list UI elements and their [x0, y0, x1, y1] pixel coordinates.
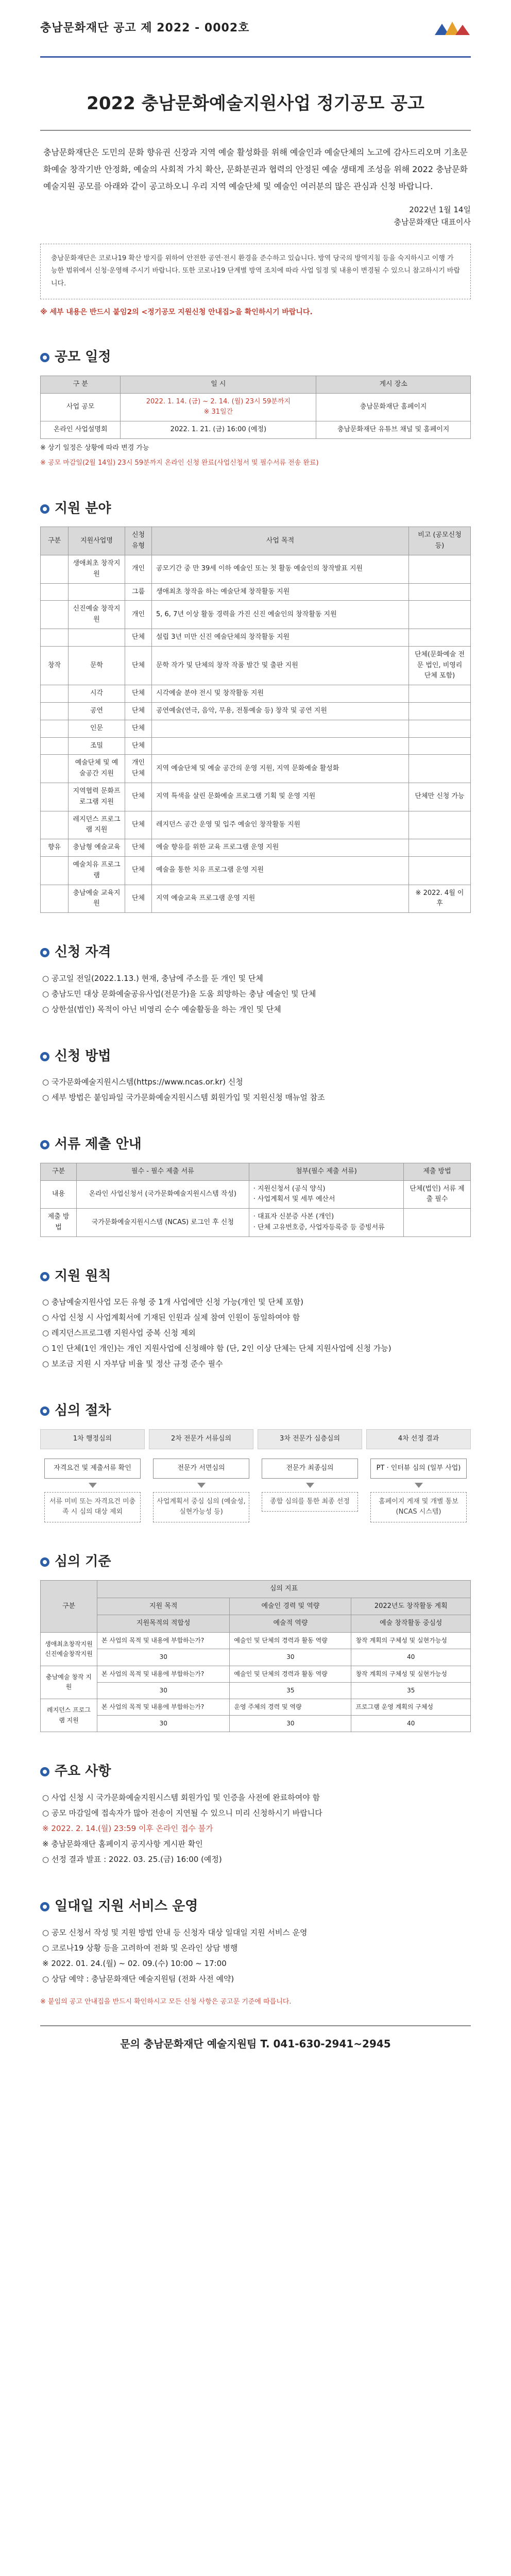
one-on-one-list	[40, 1925, 471, 1987]
flow-step: 4차 선정 결과 PT · 인터뷰 심의 (일부 사업) 홈페이지 게재 및 개별 통보(NCAS 시스템)	[366, 1429, 471, 1522]
list-item: ※ 충남문화재단 홈페이지 공지사항 게시판 확인	[42, 1839, 203, 1849]
list-item: ○ 코로나19 상황 등을 고려하여 전화 및 온라인 상담 병행	[42, 1943, 238, 1953]
section-heading-main-points: 주요 사항	[40, 1761, 471, 1783]
table-row: 충남예술 교육지원 단체 지역 예술교육 프로그램 운영 지원 ※ 2022. 4월 이후	[41, 885, 471, 913]
support-table: 구분 지원사업명 신청 유형 사업 목적 비고 (공모신청 등) 생애최초 창작지원 개인 공모기간 중 만 39세 이하 예술인 또는 첫 활동 예술인의 창작발표 지원 그룹 생애최초 창작을 하는 예술단체 창작활동 지원 신진예술 창작지원 개인 5, 6, 7년 이상 활동 경력을 가진 신진 예술인의 창작활동 지원 단체 설립 3년 미만 신진 예술단체의 창작활동 지원 창작 문학 단체 문학 작가 및 단체의 창작 작품 발간 및 출판 지원 단체(문화예술 전문 법인, 비영리 단체 포함) 시각 단체 시각예술 분야 전시 및 창작활동 지원 공연 단체 공연예술(연극, 음악, 무용, 전통예술 등) 창작 및 공연 지원 인문 단체 조밀 단체 예술단체 및 예술공간 지원 개인 단체 지역 예술단체 및 예술 공간의 운영 지원, 지역 문화예술 활성화 지역협력 문화프로그램 지원 단체 지역 특색을 살린 문화예술 프로그램 기획 및 운영 지원 단체만 신청 가능 레지던스 프로그램 지원 단체 레지던스 공간 운영 및 입주 예술인 창작활동 지원 향유 충남형 예술교육 단체 예술 향유를 위한 교육 프로그램 운영 지원 예술치유 프로그램 단체 예술을 통한 치유 프로그램 운영 지원 충남예술 교육지원 단체 지역 예술교육 프로그램 운영 지원 ※ 2022. 4월 이후	[40, 527, 471, 913]
list-item: ○ 보조금 지원 시 자부담 비율 및 정산 규정 준수 필수	[42, 1359, 223, 1369]
covid-notice-box	[40, 244, 471, 299]
document-number: 충남문화재단 공고 제 2022 - 0002호	[40, 21, 250, 35]
arrow-down-icon	[89, 1483, 97, 1488]
list-item: ○ 상한설(법인) 목적이 아닌 비영리 순수 예술활동을 하는 개인 및 단체	[42, 1004, 281, 1014]
page-title: 2022 충남문화예술지원사업 정기공모 공고	[40, 58, 471, 131]
list-item: ○ 레지던스프로그램 지원사업 중복 신청 제외	[42, 1328, 196, 1338]
list-item: ○ 상담 예약 : 충남문화재단 예술지원팀 (전화 사전 예약)	[42, 1974, 234, 1984]
criteria-table: 구분 심의 지표 지원 목적 예술인 경력 및 역량 2022년도 창작활동 계획 지원목적의 적합성 예술적 역량 예술 창작활동 중심성 생애최초창작지원 신진예술창작지원 본 사업의 목적 및 내용에 부합하는가? 예술인 및 단체의 경력과 활동 역량 창작 계획의 구체성 및 실현가능성 30 30 40 충남예술 창작 지원 본 사업의 목적 및 내용에 부합하는가? 예술인 및 단체의 경력과 활동 역량 창작 계획의 구체성 및 실현가능성 30 35 35 레지던스 프로그램 지원 본 사업의 목적 및 내용에 부합하는가? 운영 주체의 경력 및 역량 프로그램 운영 계획의 구체성 30 30 40	[40, 1580, 471, 1733]
arrow-down-icon	[415, 1483, 423, 1488]
schedule-note: ※ 공모 마감일(2월 14일) 23시 59분까지 온라인 신청 완료(사업신청서 및 필수서류 전송 완료)	[40, 459, 319, 467]
list-item: ○ 공모 마감일에 접속자가 많아 전송이 지연될 수 있으니 미리 신청하시기 바랍니다	[42, 1808, 322, 1818]
list-item: ○ 사업 신청 시 사업계획서에 기재된 인원과 실제 참여 인원이 동일하여야 함	[42, 1313, 300, 1323]
arrow-down-icon	[197, 1483, 206, 1488]
table-row: 그룹 생애최초 창작을 하는 예술단체 창작활동 지원	[41, 583, 471, 601]
table-row: 제출 방법 국가문화예술지원시스템 (NCAS) 로그인 후 신청 · 대표자 신분증 사본 (개인) · 단체 고유번호증, 사업자등록증 등 증빙서류	[41, 1209, 471, 1237]
list-item: ○ 국가문화예술지원시스템(https://www.ncas.or.kr) 신청	[42, 1077, 243, 1087]
table-row: 충남예술 창작 지원 본 사업의 목적 및 내용에 부합하는가? 예술인 및 단체의 경력과 활동 역량 창작 계획의 구체성 및 실현가능성	[41, 1666, 471, 1682]
section-heading-schedule: 공모 일정	[40, 347, 471, 368]
list-item: ○ 1인 단체(1인 개인)는 개인 지원사업에 신청해야 함 (단, 2인 이상 단체는 단체 지원사업에 신청 가능)	[42, 1344, 391, 1353]
schedule-note: ※ 상기 일정은 상황에 따라 변경 가능	[40, 444, 149, 452]
section-bullet-icon	[40, 948, 49, 957]
arrow-down-icon	[306, 1483, 314, 1488]
list-item: ○ 공고일 전일(2022.1.13.) 현재, 충남에 주소를 둔 개인 및 단체	[42, 973, 263, 983]
table-row: 생애최초창작지원 신진예술창작지원 본 사업의 목적 및 내용에 부합하는가? 예술인 및 단체의 경력과 활동 역량 창작 계획의 구체성 및 실현가능성	[41, 1633, 471, 1649]
table-row: 예술치유 프로그램 단체 예술을 통한 치유 프로그램 운영 지원	[41, 856, 471, 885]
table-row: 레지던스 프로그램 지원 단체 레지던스 공간 운영 및 입주 예술인 창작활동 지원	[41, 811, 471, 839]
table-row: 내용 온라인 사업신청서 (국가문화예술지원시스템 작성) · 지원신청서 (공식 양식) · 사업계획서 및 세부 예산서 단체(법인) 서류 제출 필수	[41, 1180, 471, 1209]
table-row: 지역협력 문화프로그램 지원 단체 지역 특색을 살린 문화예술 프로그램 기획 및 운영 지원 단체만 신청 가능	[41, 783, 471, 811]
list-item: ○ 선정 결과 발표 : 2022. 03. 25.(금) 16:00 (예정)	[42, 1854, 222, 1864]
warning-strong: ※ 세부 내용은 반드시 붙임2의 <정기공모 지원신청 안내집>을 확인하시기 바랍니다.	[40, 308, 313, 316]
list-item: ※ 2022. 2. 14.(월) 23:59 이후 온라인 접수 불가	[42, 1823, 213, 1833]
section-heading-docs: 서류 제출 안내	[40, 1134, 471, 1156]
section-bullet-icon	[40, 1557, 49, 1567]
final-note: ※ 붙임의 공고 안내집을 반드시 확인하시고 모든 신청 사항은 공고문 기준에 따릅니다.	[40, 1997, 292, 2006]
warning-line	[40, 307, 471, 318]
review-flow	[40, 1429, 471, 1522]
section-heading-apply: 신청 방법	[40, 1046, 471, 1067]
flow-step: 3차 전문가 심층심의 전문가 최종심의 종합 심의를 통한 최종 선정	[258, 1429, 362, 1522]
section-bullet-icon	[40, 504, 49, 514]
mountain-logo-icon	[435, 22, 471, 35]
table-row: 온라인 사업설명회 2022. 1. 21. (금) 16:00 (예정) 충남문화재단 유튜브 채널 및 홈페이지	[41, 421, 471, 439]
list-item: ○ 세부 방법은 붙임파일 국가문화예술지원시스템 회원가입 및 지원신청 매뉴얼 참조	[42, 1093, 325, 1103]
docs-table: 구분 필수 - 필수 제출 서류 첨부(필수 제출 서류) 제출 방법 내용 온라인 사업신청서 (국가문화예술지원시스템 작성) · 지원신청서 (공식 양식) · 사업계획서 및 세부 예산서 단체(법인) 서류 제출 필수 제출 방법 국가문화예술지원시스템 (NCAS) 로그인 후 신청 · 대표자 신분증 사본 (개인) · 단체 고유번호증, 사업자등록증 등 증빙서류	[40, 1163, 471, 1237]
section-heading-eligibility: 신청 자격	[40, 942, 471, 963]
foundation-logo	[435, 22, 471, 35]
section-bullet-icon	[40, 1902, 49, 1911]
apply-list	[40, 1074, 471, 1105]
list-item: ○ 충남예술지원사업 모든 유형 중 1개 사업에만 신청 가능(개인 및 단체 포함)	[42, 1297, 303, 1307]
schedule-header: 구 분	[41, 376, 121, 393]
table-row: 생애최초 창작지원 개인 공모기간 중 만 39세 이하 예술인 또는 첫 활동 예술인의 창작발표 지원	[41, 555, 471, 583]
table-row: 시각 단체 시각예술 분야 전시 및 창작활동 지원	[41, 685, 471, 703]
contact-footer: 문의 충남문화재단 예술지원팀 T. 041-630-2941~2945	[40, 2025, 471, 2052]
schedule-header: 게시 장소	[316, 376, 471, 393]
table-row: 향유 충남형 예술교육 단체 예술 향유를 위한 교육 프로그램 운영 지원	[41, 839, 471, 857]
list-item: ※ 2022. 01. 24.(월) ~ 02. 09.(수) 10:00 ~ 17:00	[42, 1958, 227, 1968]
table-row: 30 30 40	[41, 1716, 471, 1732]
table-row: 예술단체 및 예술공간 지원 개인 단체 지역 예술단체 및 예술 공간의 운영 지원, 지역 문화예술 활성화	[41, 755, 471, 783]
table-row: 인문 단체	[41, 720, 471, 737]
announcement-date: 2022년 1월 14일	[409, 205, 471, 214]
principles-list	[40, 1294, 471, 1371]
table-row: 창작 문학 단체 문학 작가 및 단체의 창작 작품 발간 및 출판 지원 단체(문화예술 전문 법인, 비영리 단체 포함)	[41, 646, 471, 685]
flow-step: 1차 행정심의 자격요건 및 제출서류 확인 서류 미비 또는 자격요건 미충족 시 심의 대상 제외	[40, 1429, 145, 1522]
notice-text: 충남문화재단은 코로나19 확산 방지를 위하여 안전한 공연·전시 환경을 준수하고 있습니다. 방역 당국의 방역지침 등을 숙지하시고 이행 가능한 범위에서 신청·운영해 주시기 바랍니다. 또한 코로나19 단계별 방역 조치에 따라 사업 일정 및 내용이 변경될 수 있으니 참고하시기 바랍니다.	[51, 254, 461, 288]
section-bullet-icon	[40, 1406, 49, 1416]
section-heading-flow: 심의 절차	[40, 1400, 471, 1422]
table-row: 30 35 35	[41, 1682, 471, 1699]
section-heading-support: 지원 분야	[40, 498, 471, 520]
table-row: 공연 단체 공연예술(연극, 음악, 무용, 전통예술 등) 창작 및 공연 지원	[41, 702, 471, 720]
list-item: ○ 공모 신청서 작성 및 지원 방법 안내 등 신청자 대상 일대일 지원 서비스 운영	[42, 1927, 308, 1937]
list-item: ○ 충남도민 대상 문화예술공유사업(전문가)을 도움 희망하는 충남 예술인 및 단체	[42, 989, 316, 998]
section-heading-criteria: 심의 기준	[40, 1551, 471, 1573]
table-row: 단체 설립 3년 미만 신진 예술단체의 창작활동 지원	[41, 629, 471, 646]
main-points-list	[40, 1790, 471, 1867]
list-item: ○ 사업 신청 시 국가문화예술지원시스템 회원가입 및 인증을 사전에 완료하여야 함	[42, 1792, 320, 1802]
table-row: 레지던스 프로그램 지원 본 사업의 목적 및 내용에 부합하는가? 운영 주체의 경력 및 역량 프로그램 운영 계획의 구체성	[41, 1699, 471, 1715]
section-bullet-icon	[40, 1272, 49, 1281]
announcing-org: 충남문화재단 대표이사	[394, 217, 471, 227]
header-bar	[40, 0, 471, 58]
eligibility-list	[40, 971, 471, 1017]
section-bullet-icon	[40, 1140, 49, 1149]
section-bullet-icon	[40, 1052, 49, 1061]
table-row: 사업 공모 2022. 1. 14. (금) ~ 2. 14. (월) 23시 59분까지 ※ 31일간 충남문화재단 홈페이지	[41, 393, 471, 421]
table-row: 신진예술 창작지원 개인 5, 6, 7년 이상 활동 경력을 가진 신진 예술인의 창작활동 지원	[41, 601, 471, 629]
intro-paragraph: 충남문화재단은 도민의 문화 향유권 신장과 지역 예술 활성화를 위해 예술인과 예술단체의 노고에 감사드리오며 기초문화예술 창작기반 안정화, 예술의 사회적 가치 확산, 문화분권과 협력의 안정된 예술 생태계 조성을 위해 2022 충남문화예술지원 공모를 아래와 같이 공고하오니 우리 지역 예술단체 및 예술인 여러분의 많은 관심과 신청 바랍니다.	[43, 147, 468, 191]
section-bullet-icon	[40, 353, 49, 362]
table-row: 조밀 단체	[41, 737, 471, 755]
flow-step: 2차 전문가 서류심의 전문가 서면심의 사업계획서 중심 심의 (예술성, 실현가능성 등)	[149, 1429, 253, 1522]
section-bullet-icon	[40, 1767, 49, 1776]
section-heading-one-on-one: 일대일 지원 서비스 운영	[40, 1896, 471, 1918]
table-row: 30 30 40	[41, 1649, 471, 1666]
schedule-header: 일 시	[121, 376, 316, 393]
schedule-table	[40, 376, 471, 439]
section-heading-principles: 지원 원칙	[40, 1266, 471, 1287]
